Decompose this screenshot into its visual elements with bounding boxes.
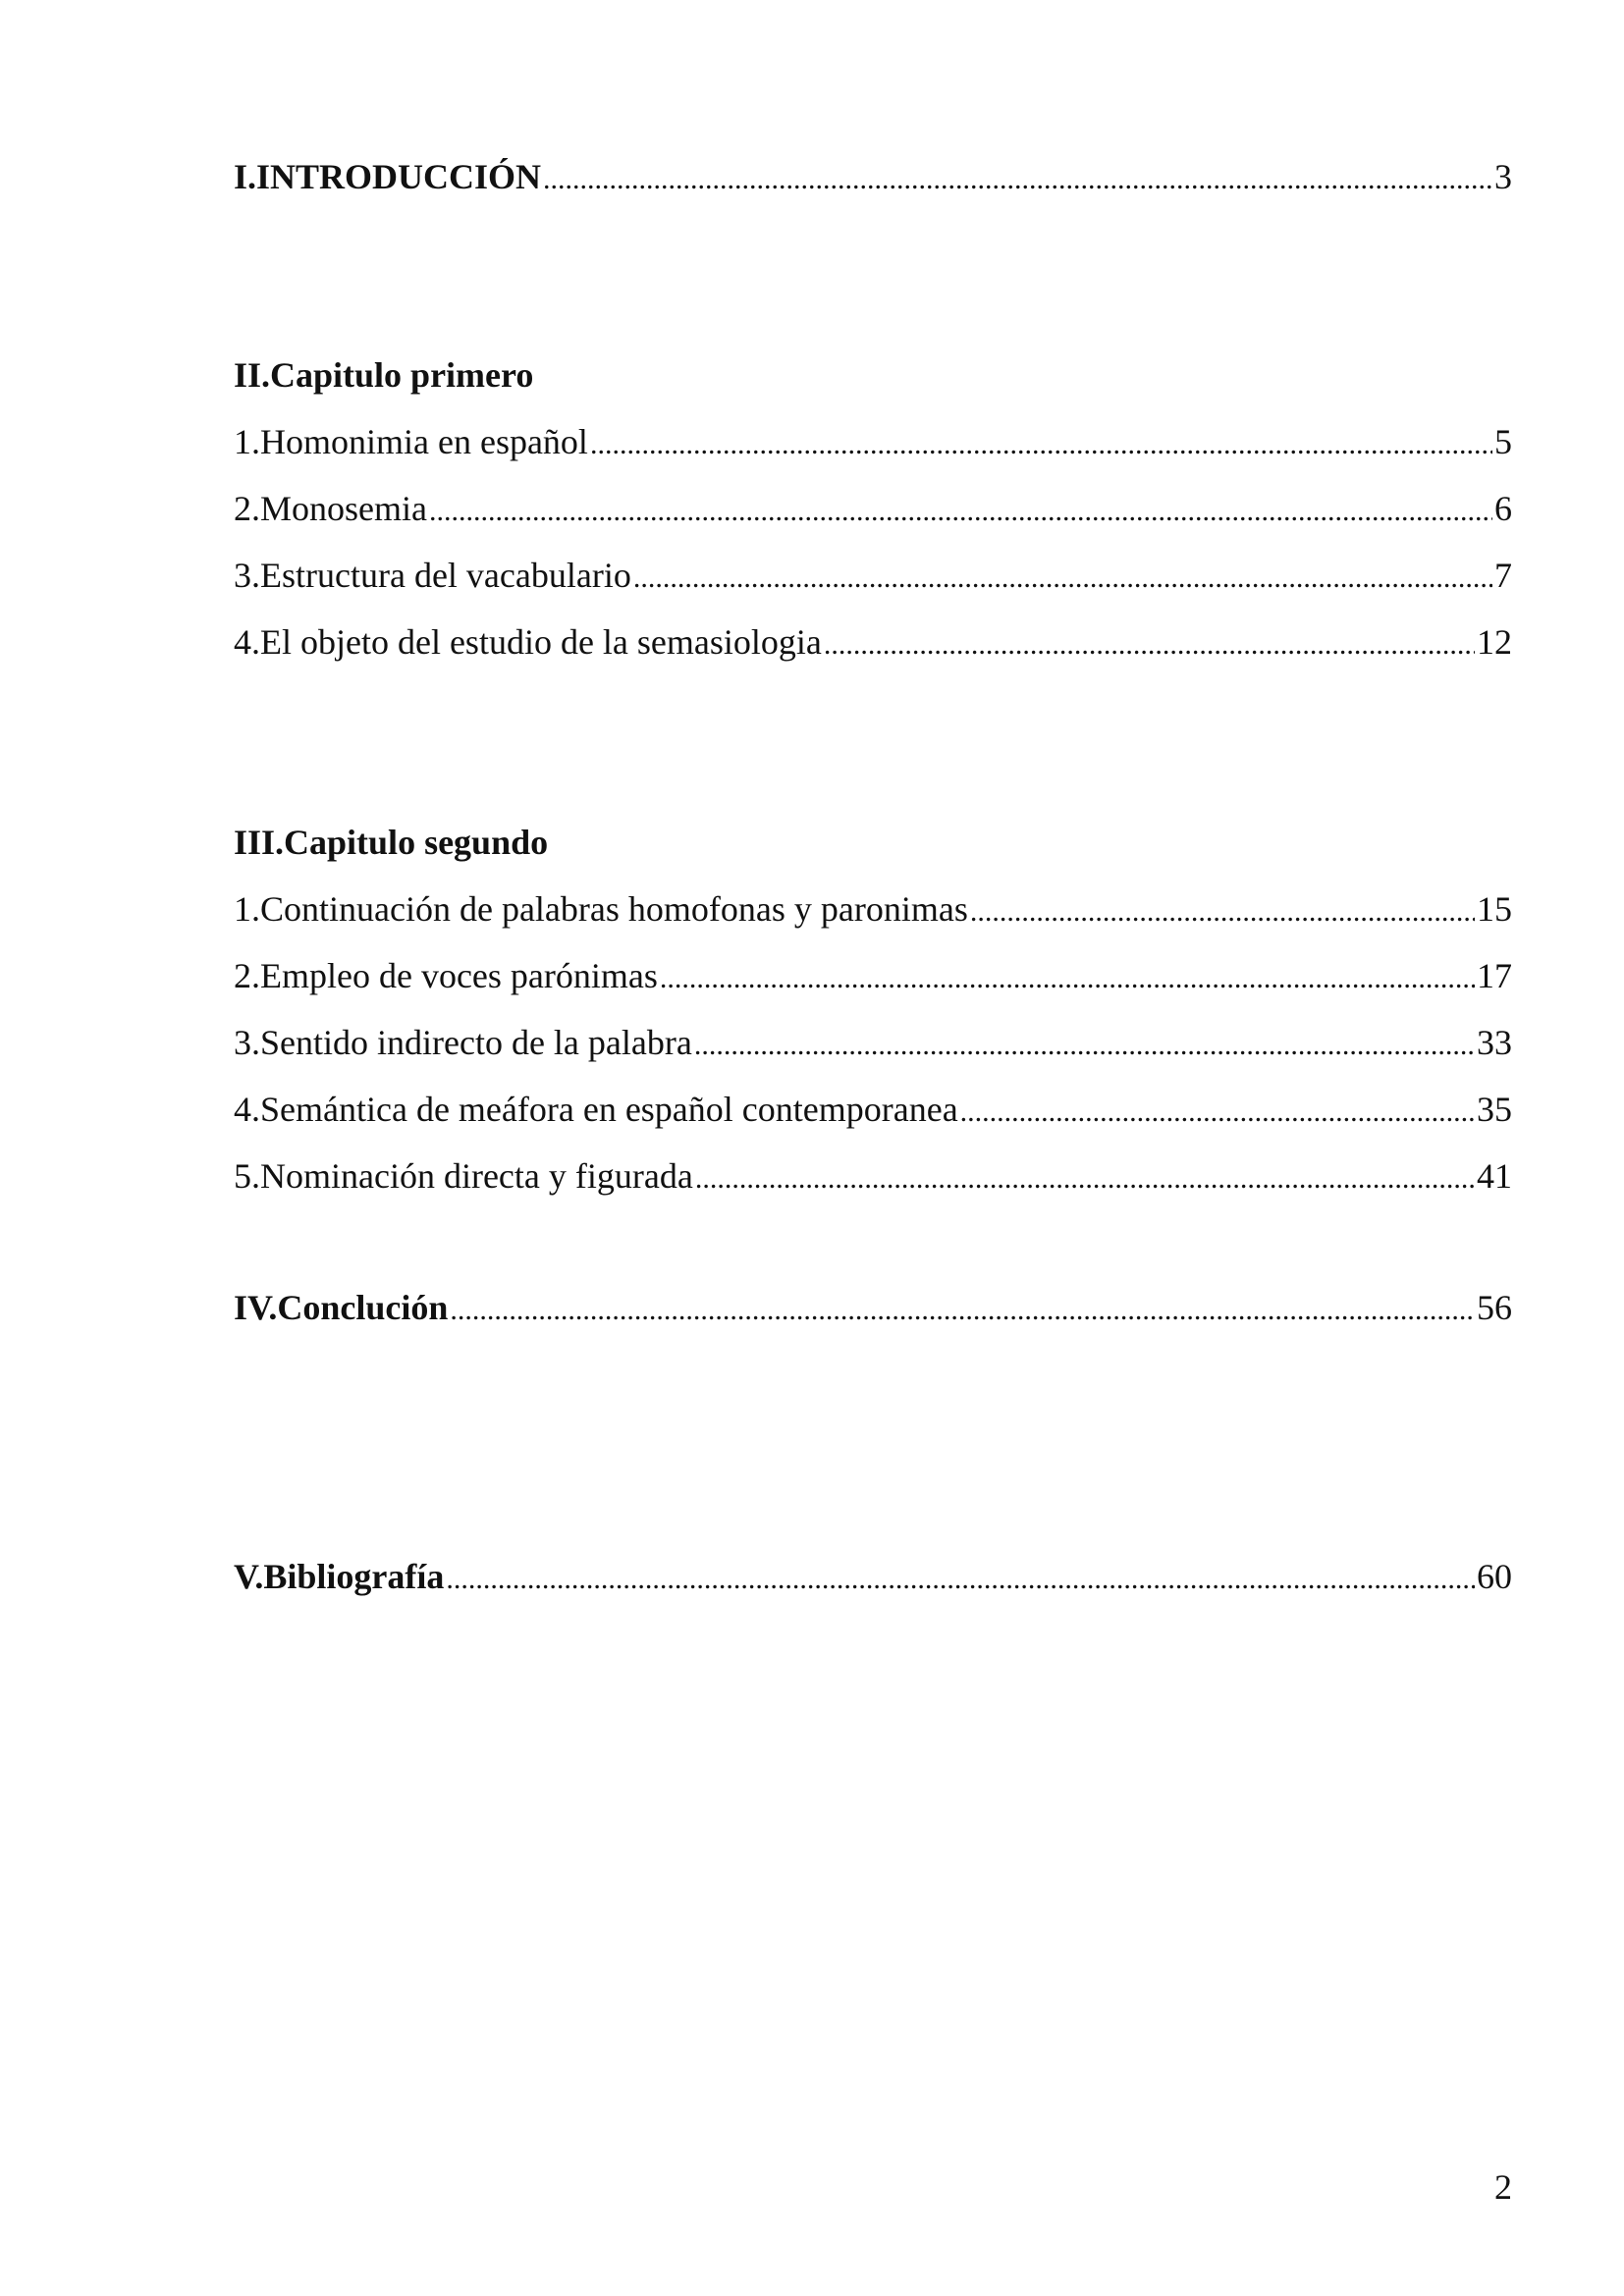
toc-entry: [234, 954, 1512, 1000]
toc-entry-label: 1.Continuación de palabras homofonas y paronimas: [234, 889, 968, 929]
toc-entry-label: 2.Monosemia: [234, 489, 427, 528]
toc-entry-page: 12: [1477, 622, 1512, 662]
toc-entry: [234, 1154, 1512, 1201]
chapter-heading-segundo: III.Capitulo segundo: [234, 823, 549, 862]
toc-entry-page: 6: [1494, 489, 1512, 528]
toc-entry: [234, 887, 1512, 934]
dot-leader: [824, 623, 1475, 667]
toc-entry-introduccion: [234, 155, 1512, 201]
chapter-heading-primero: II.Capitulo primero: [234, 355, 534, 395]
toc-entry: [234, 1088, 1512, 1134]
toc-entry: [234, 620, 1512, 667]
toc-entry-page: 35: [1477, 1090, 1512, 1129]
page-number: 2: [1494, 2167, 1512, 2207]
toc-entry: [234, 1021, 1512, 1067]
toc-entry-page: 56: [1477, 1288, 1512, 1327]
dot-leader: [960, 1091, 1475, 1134]
toc-entry-page: 3: [1494, 157, 1512, 196]
toc-entry-label: 4.Semántica de meáfora en español contemporanea: [234, 1090, 958, 1129]
toc-entry-label: 3.Sentido indirecto de la palabra: [234, 1023, 692, 1062]
dot-leader: [633, 557, 1492, 600]
toc-entry: [234, 420, 1512, 466]
dot-leader: [450, 1289, 1475, 1332]
toc-entry-label: V.Bibliografía: [234, 1557, 445, 1596]
toc-entry-label: 5.Nominación directa y figurada: [234, 1156, 693, 1196]
toc-entry-label: 4.El objeto del estudio de la semasiologia: [234, 622, 822, 662]
toc-entry-page: 41: [1477, 1156, 1512, 1196]
toc-entry-page: 5: [1494, 422, 1512, 461]
toc-entry-page: 60: [1477, 1557, 1512, 1596]
dot-leader: [429, 490, 1492, 533]
dot-leader: [590, 423, 1492, 466]
toc-entry-label: I.INTRODUCCIÓN: [234, 157, 542, 196]
dot-leader: [694, 1024, 1475, 1067]
toc-entry-label: 1.Homonimia en español: [234, 422, 588, 461]
dot-leader: [660, 957, 1475, 1000]
dot-leader: [695, 1157, 1475, 1201]
toc-entry: [234, 554, 1512, 600]
toc-entry-conclusion: [234, 1286, 1512, 1332]
toc-entry-label: IV.Conclución: [234, 1288, 449, 1327]
toc-entry-label: 3.Estructura del vacabulario: [234, 556, 631, 595]
dot-leader: [970, 890, 1475, 934]
toc-entry-page: 33: [1477, 1023, 1512, 1062]
toc-entry-page: 7: [1494, 556, 1512, 595]
toc-entry-page: 17: [1477, 956, 1512, 995]
toc-entry-bibliografia: [234, 1555, 1512, 1601]
dot-leader: [543, 158, 1492, 201]
toc-entry-label: 2.Empleo de voces parónimas: [234, 956, 658, 995]
toc-entry: [234, 487, 1512, 533]
dot-leader: [446, 1558, 1475, 1601]
toc-entry-page: 15: [1477, 889, 1512, 929]
